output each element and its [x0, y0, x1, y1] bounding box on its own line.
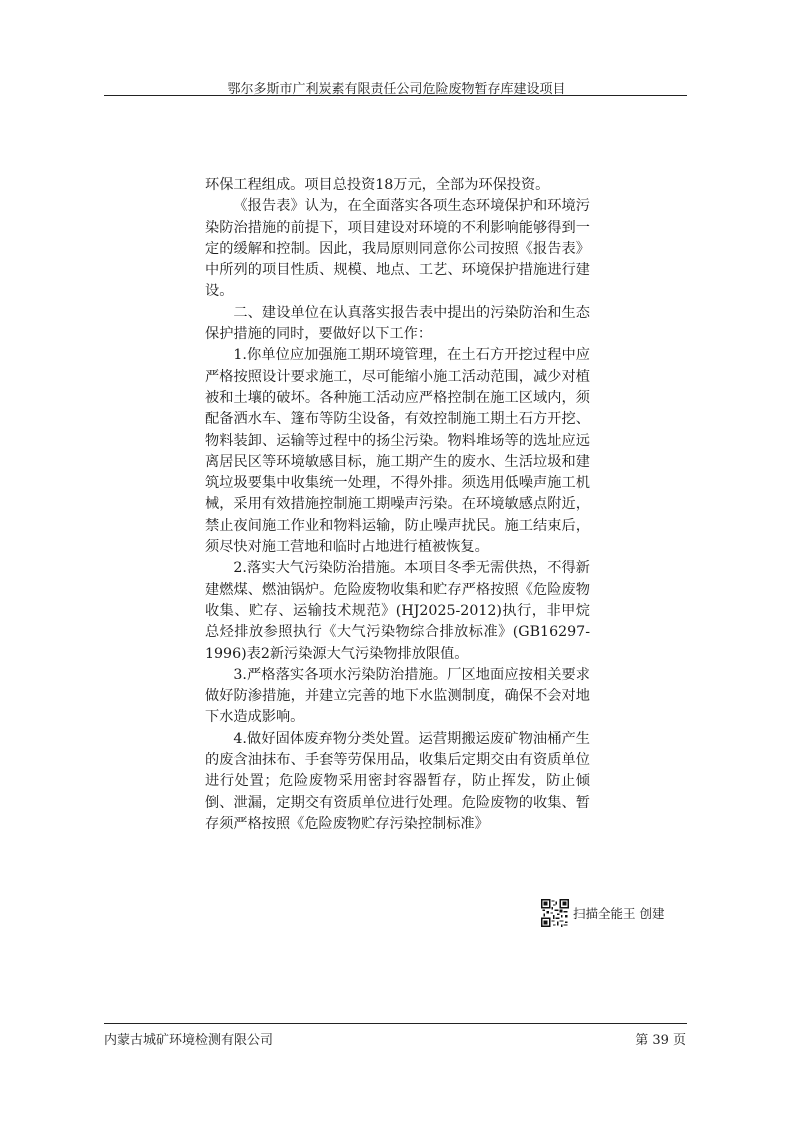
- footer-company: 内蒙古城矿环境检测有限公司: [104, 1033, 274, 1048]
- paragraph: 环保工程组成。项目总投资18万元，全部为环保投资。: [205, 177, 550, 193]
- paragraph: 2.落实大气污染防治措施。本项目冬季无需供热，不得新建燃煤、燃油锅炉。危险废物收集和贮存严格按照《危险废物收集、贮存、运输技术规范》(HJ2025-2012)执行，非甲烷总烃排放参照执行《大气污染物综合排放标准》(GB16297-1996)表2新污染源大气污染物排放限值。: [205, 560, 590, 662]
- scanner-watermark: [541, 898, 664, 928]
- paragraph: 《报告表》认为，在全面落实各项生态环境保护和环境污染防治措施的前提下，项目建设对环境的不利影响能够得到一定的缓解和控制。因此，我局原则同意你公司按照《报告表》中所列的项目性质、规模、地点、工艺、环境保护措施进行建设。: [205, 198, 590, 300]
- page-number: 第 39 页: [635, 1033, 686, 1048]
- paragraph: 3.严格落实各项水污染防治措施。厂区地面应按相关要求做好防渗措施，并建立完善的地下水监测制度，确保不会对地下水造成影响。: [205, 666, 590, 726]
- body-text: [205, 175, 590, 835]
- header-rule: [104, 95, 687, 96]
- header-title: 鄂尔多斯市广利炭素有限责任公司危险废物暂存库建设项目: [227, 82, 566, 97]
- paragraph: 1.你单位应加强施工期环境管理，在土石方开挖过程中应严格按照设计要求施工，尽可能缩小施工活动范围，减少对植被和土壤的破坏。各种施工活动应严格控制在施工区域内，须配备洒水车、篷布等防尘设备，有效控制施工期土石方开挖、物料装卸、运输等过程中的扬尘污染。物料堆场等的选址应远离居民区等环境敏感目标，施工期产生的废水、生活垃圾和建筑垃圾要集中收集统一处理，不得外排。须选用低噪声施工机械，采用有效措施控制施工期噪声污染。在环境敏感点附近，禁止夜间施工作业和物料运输，防止噪声扰民。施工结束后，须尽快对施工营地和临时占地进行植被恢复。: [205, 347, 590, 556]
- footer-rule: [104, 1023, 687, 1024]
- watermark-text: 扫描全能王 创建: [573, 906, 665, 921]
- qr-code-icon: [541, 899, 569, 927]
- paragraph: 二、建设单位在认真落实报告表中提出的污染防治和生态保护措施的同时，要做好以下工作：: [205, 304, 590, 343]
- paragraph: 4.做好固体废弃物分类处置。运营期搬运废矿物油桶产生的废含油抹布、手套等劳保用品，收集后定期交由有资质单位进行处置；危险废物采用密封容器暂存，防止挥发，防止倾倒、泄漏，定期交有资质单位进行处理。危险废物的收集、暂存须严格按照《危险废物贮存污染控制标准》: [205, 730, 590, 832]
